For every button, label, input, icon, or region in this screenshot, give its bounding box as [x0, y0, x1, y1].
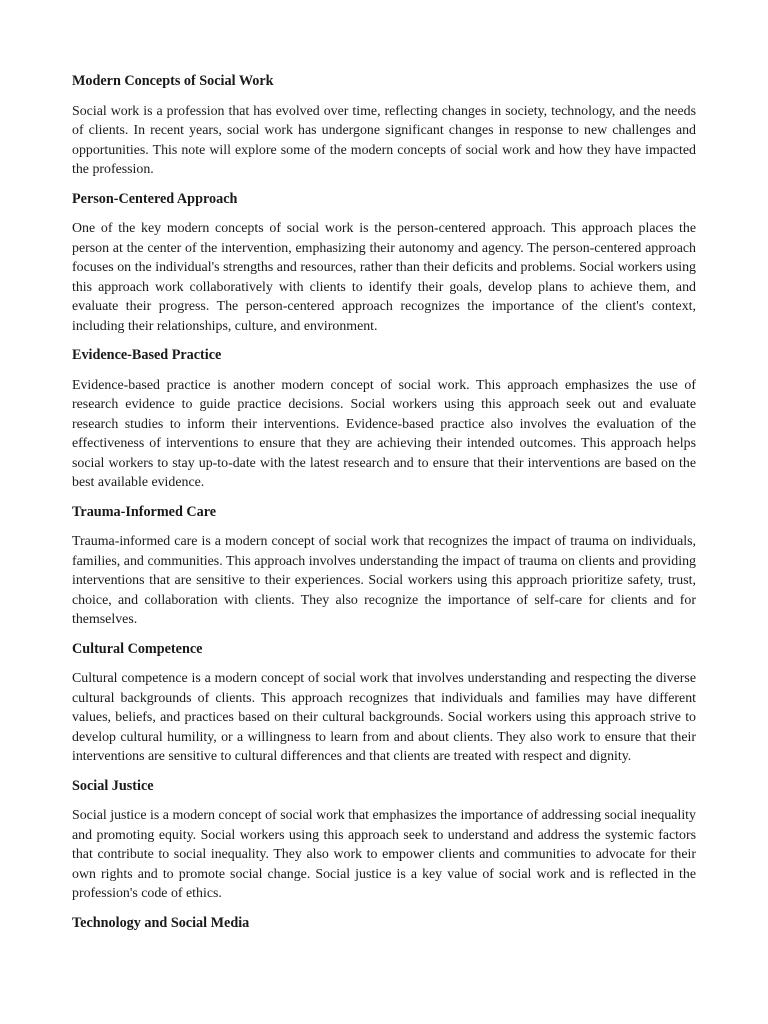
section-heading-person-centered: Person-Centered Approach [72, 190, 238, 207]
section-heading-evidence-based: Evidence-Based Practice [72, 347, 222, 363]
section-body-cultural-competence: Cultural competence is a modern concept of social work that involves understanding and respecting the diverse cultural backgrounds of clients. This approach recognizes that individuals and families may have different values, beliefs, and practices based on their cultural backgrounds. Social workers using this approach strive to develop cultural humility, or a willingness to learn from and about clients. They also work to ensure that their interventions are sensitive to cultural differences and that clients are treated with respect and dignity. [72, 671, 696, 764]
section-body-modern-concepts: Social work is a profession that has evolved over time, reflecting changes in society, technology, and the needs of clients. In recent years, social work has undergone significant changes in response to new challenges and opportunities. This note will explore some of the modern concepts of social work and how they have impacted the profession. [72, 103, 696, 177]
section-body-evidence-based: Evidence-based practice is another modern concept of social work. This approach emphasizes the use of research evidence to guide practice decisions. Social workers using this approach seek out and evaluate research studies to inform their interventions. Evidence-based practice also involves the evaluation of the effectiveness of interventions to ensure that they are achieving their intended outcomes. This approach helps social workers to stay up-to-date with the latest research and to ensure that their interventions are based on the best available evidence. [72, 377, 696, 490]
section-body-social-justice: Social justice is a modern concept of social work that emphasizes the importance of addressing social inequality and promoting equity. Social workers using this approach seek to understand and address the systemic factors that contribute to social inequality. They also work to empower clients and communities to advocate for their own rights and to promote social change. Social justice is a key value of social work and is reflected in the profession's code of ethics. [72, 808, 696, 901]
section-heading-trauma-informed: Trauma-Informed Care [72, 503, 217, 520]
section-heading-social-justice: Social Justice [72, 777, 154, 794]
section-body-trauma-informed: Trauma-informed care is a modern concept of social work that recognizes the impact of trauma on individuals, families, and communities. This approach involves understanding the impact of trauma on clients and providing interventions that are sensitive to their experiences. Social workers using this approach prioritize safety, trust, choice, and collaboration with clients. They also recognize the importance of self-care for clients and for themselves. [72, 534, 696, 627]
document-page [72, 72, 696, 943]
section-heading-technology: Technology and Social Media [72, 914, 250, 931]
section-heading-modern-concepts: Modern Concepts of Social Work [72, 73, 274, 89]
section-heading-cultural-competence: Cultural Competence [72, 640, 203, 657]
section-body-person-centered: One of the key modern concepts of social work is the person-centered approach. This approach places the person at the center of the intervention, emphasizing their autonomy and agency. The person-centered approach focuses on the individual's strengths and resources, rather than their deficits and problems. Social workers using this approach work collaboratively with clients to identify their goals, develop plans to achieve them, and evaluate their progress. The person-centered approach recognizes the importance of the client's context, including their relationships, culture, and environment. [72, 221, 696, 334]
